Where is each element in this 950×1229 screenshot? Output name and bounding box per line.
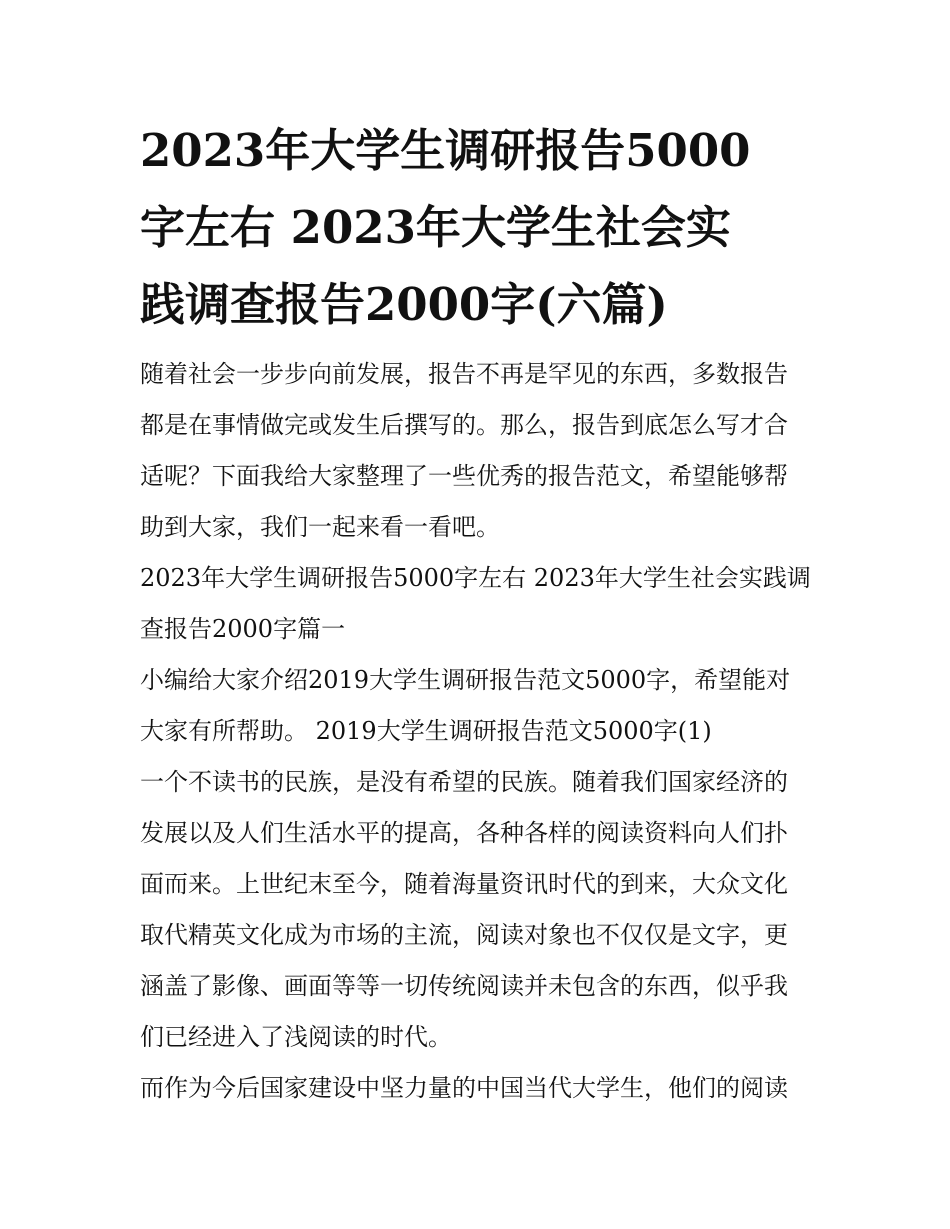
text-line: 涵盖了影像、画面等等一切传统阅读并未包含的东西，似乎我 (140, 972, 788, 1000)
text-line: 们已经进入了浅阅读的时代。 (140, 1023, 452, 1051)
text-line: 随着社会一步步向前发展，报告不再是罕见的东西，多数报告 (140, 360, 788, 388)
section-heading (140, 553, 815, 655)
text-line: 都是在事情做完或发生后撰写的。那么，报告到底怎么写才合 (140, 411, 788, 439)
title-line: 字左右 2023年大学生社会实 (140, 201, 731, 254)
body-paragraph (140, 655, 815, 757)
text-line: 而作为今后国家建设中坚力量的中国当代大学生，他们的阅读 (140, 1074, 788, 1102)
text-line: 面而来。上世纪末至今，随着海量资讯时代的到来，大众文化 (140, 870, 788, 898)
text-line: 查报告2000字篇一 (140, 615, 346, 643)
text-line: 小编给大家介绍2019大学生调研报告范文5000字，希望能对 (140, 666, 791, 694)
text-line: 适呢？下面我给大家整理了一些优秀的报告范文，希望能够帮 (140, 462, 788, 490)
text-line: 一个不读书的民族，是没有希望的民族。随着我们国家经济的 (140, 768, 788, 796)
document-title (140, 112, 815, 343)
body-paragraph (140, 1063, 815, 1114)
text-line: 2023年大学生调研报告5000字左右 2023年大学生社会实践调 (140, 564, 811, 592)
document-page (140, 112, 815, 1114)
title-line: 践调查报告2000字(六篇) (140, 278, 668, 331)
text-line: 发展以及人们生活水平的提高，各种各样的阅读资料向人们扑 (140, 819, 788, 847)
body-paragraph (140, 757, 815, 1063)
title-line: 2023年大学生调研报告5000 (140, 124, 751, 177)
intro-paragraph (140, 349, 815, 553)
text-line: 取代精英文化成为市场的主流，阅读对象也不仅仅是文字，更 (140, 921, 788, 949)
text-line: 助到大家，我们一起来看一看吧。 (140, 513, 500, 541)
text-line: 大家有所帮助。 2019大学生调研报告范文5000字(1) (140, 717, 712, 745)
